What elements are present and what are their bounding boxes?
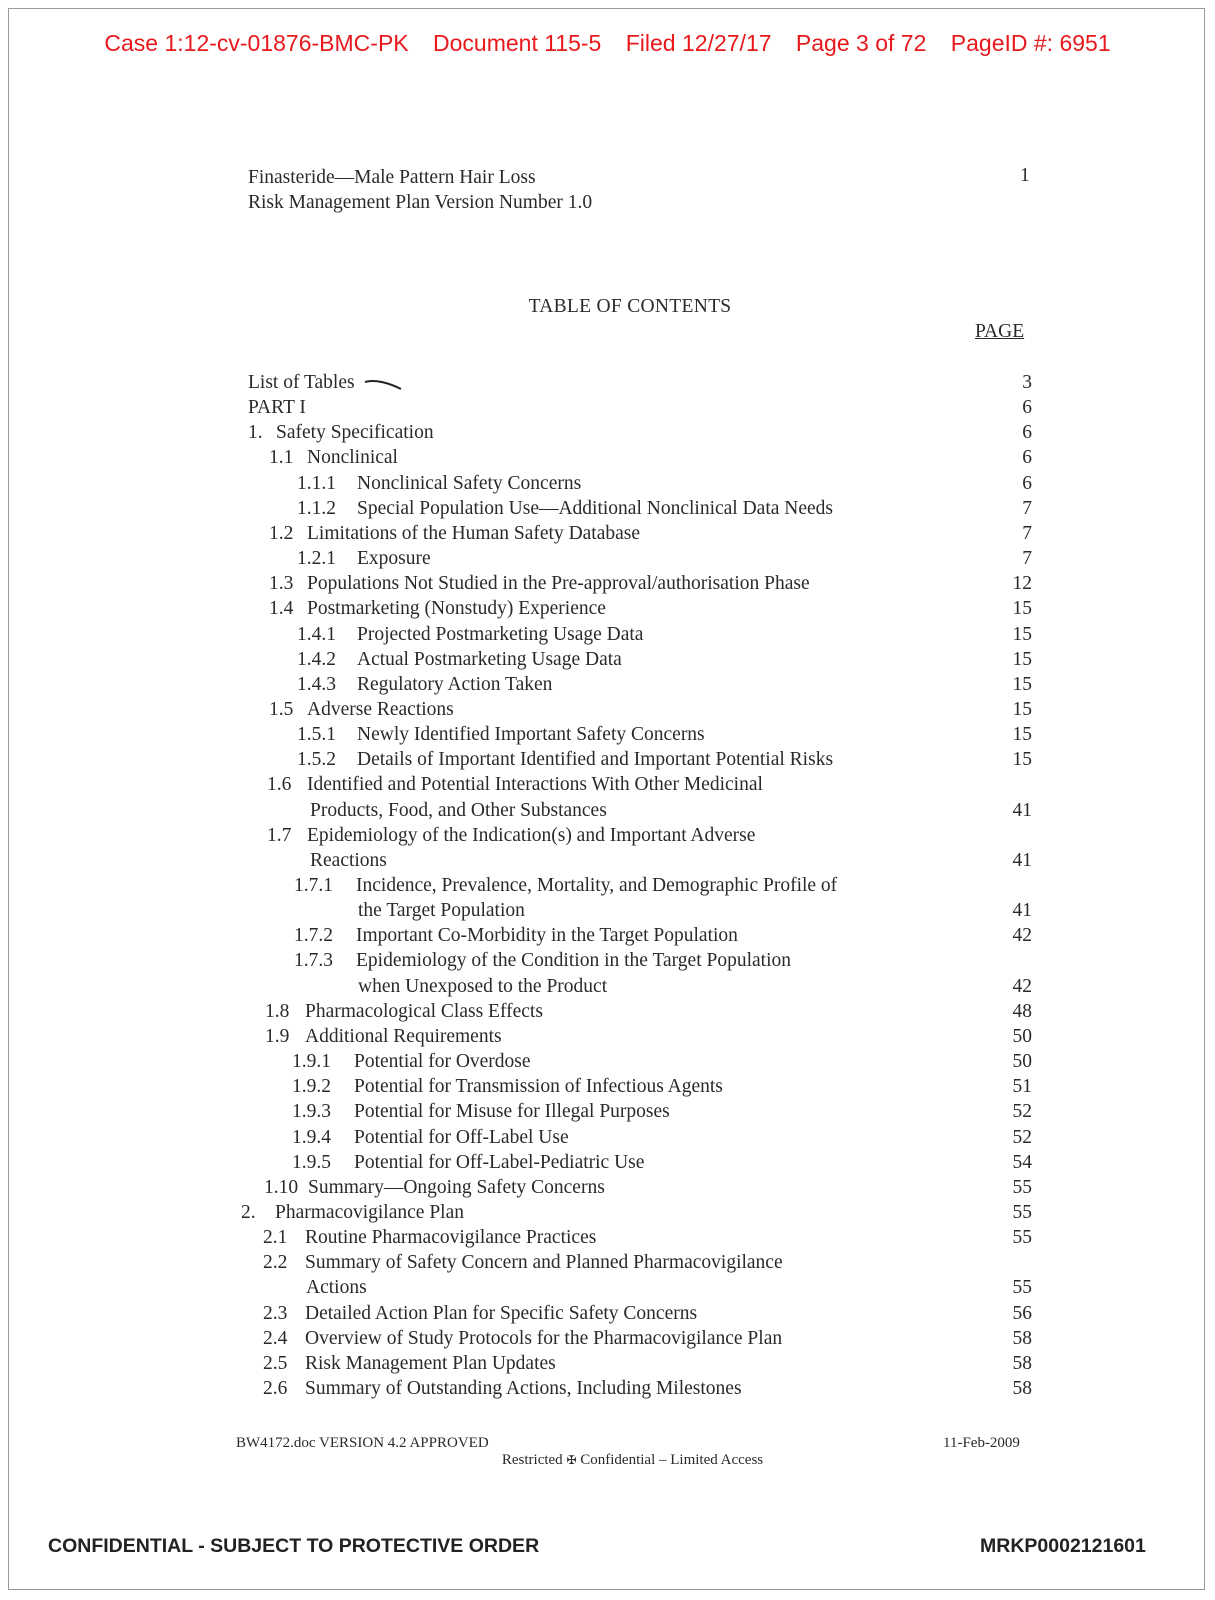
toc-entry: [310, 800, 607, 822]
toc-entry: [267, 774, 763, 796]
toc-entry: [297, 548, 431, 570]
toc-entry-page: 15: [1012, 749, 1032, 771]
page-id: PageID #: 6951: [950, 30, 1111, 56]
toc-entry: [265, 1026, 502, 1048]
toc-entry-page: 54: [1012, 1151, 1032, 1173]
toc-entry-page: 6: [1022, 472, 1032, 494]
toc-entry: [248, 422, 434, 444]
toc-entry-page: 41: [1012, 799, 1032, 821]
toc-entry-title: Risk Management Plan Updates: [305, 1352, 556, 1374]
toc-entry-page: 51: [1012, 1076, 1032, 1098]
toc-entry: [269, 447, 398, 469]
toc-entry-title: Routine Pharmacovigilance Practices: [305, 1227, 597, 1249]
toc-entry-number: 1.4.2: [297, 648, 336, 670]
toc-entry: [297, 473, 581, 495]
toc-entry-page: 15: [1012, 648, 1032, 670]
toc-entry-number: 1.9: [265, 1025, 290, 1047]
toc-entry-page: 7: [1022, 522, 1032, 544]
toc-entry-number: 1.4.1: [297, 623, 336, 645]
toc-entry: [297, 498, 833, 520]
toc-entry-number: 1.2: [269, 522, 294, 544]
toc-entry-page: 50: [1012, 1025, 1032, 1047]
toc-heading: TABLE OF CONTENTS: [528, 296, 732, 317]
toc-entry: [265, 1001, 543, 1023]
toc-entry-title: Safety Specification: [276, 422, 434, 444]
toc-entry-page: 15: [1012, 724, 1032, 746]
toc-entry-number: 2.: [241, 1201, 256, 1223]
toc-entry: [297, 649, 622, 671]
toc-entry-number: 1.1.1: [297, 472, 336, 494]
toc-entry: [263, 1378, 742, 1400]
toc-entry-title: Postmarketing (Nonstudy) Experience: [307, 598, 606, 620]
toc-entry-page: 3: [1022, 372, 1032, 393]
toc-entry: [294, 875, 837, 897]
toc-entry: [297, 749, 833, 771]
toc-entry-title: Summary of Outstanding Actions, Including Milestones: [305, 1378, 742, 1399]
toc-entry-number: 2.1: [263, 1227, 288, 1249]
page-number: 1: [1020, 165, 1030, 186]
toc-entry: [264, 1177, 605, 1199]
toc-entry-title: Adverse Reactions: [307, 698, 454, 720]
toc-entry-number: 1.9.4: [292, 1126, 331, 1148]
toc-entry-page: 50: [1012, 1051, 1032, 1073]
toc-entry-title: Incidence, Prevalence, Mortality, and Demographic Profile of: [356, 875, 838, 896]
toc-entry-title: Regulatory Action Taken: [357, 673, 553, 695]
toc-entry-page: 42: [1012, 925, 1032, 947]
toc-entry-number: 1.9.5: [292, 1151, 331, 1173]
toc-entry-page: 15: [1012, 623, 1032, 645]
toc-entry-number: 2.3: [263, 1302, 288, 1324]
footer-restricted: [0, 1452, 1215, 1469]
toc-entry-number: 1.7.1: [294, 875, 333, 896]
toc-entry-page: 6: [1022, 397, 1032, 419]
footer-date: 11-Feb-2009: [943, 1435, 1020, 1451]
toc-entry: [263, 1227, 596, 1249]
toc-entry: [269, 699, 454, 721]
toc-entry-number: 1.2.1: [297, 548, 336, 570]
toc-entry-number: 2.4: [263, 1327, 288, 1349]
toc-entry: [297, 624, 643, 646]
bates-number: MRKP0002121601: [980, 1535, 1146, 1557]
toc-entry-number: 1.: [248, 422, 263, 444]
page-column-label: PAGE: [975, 321, 1025, 342]
protective-order-stamp: CONFIDENTIAL - SUBJECT TO PROTECTIVE ORDER: [48, 1535, 540, 1557]
toc-entry-number: 1.5.2: [297, 749, 336, 771]
toc-entry-number: 2.5: [263, 1352, 288, 1374]
toc-entry-number: 1.4.3: [297, 673, 336, 695]
toc-entry-title: Projected Postmarketing Usage Data: [357, 623, 644, 645]
toc-entry-number: 1.5: [269, 698, 294, 720]
toc-entry-number: 1.9.2: [292, 1076, 331, 1098]
toc-entry: [292, 1101, 670, 1123]
restricted-label: Restricted: [501, 1452, 563, 1468]
toc-entry-number: 1.7.3: [294, 950, 333, 972]
toc-entry: [269, 523, 640, 545]
toc-entry-title: List of Tables: [248, 372, 355, 393]
toc-entry-page: 55: [1012, 1277, 1032, 1299]
toc-entry-number: 1.9.1: [292, 1051, 331, 1073]
toc-entry-number: 1.4: [269, 598, 294, 620]
toc-entry-title: Epidemiology of the Condition in the Target Population: [356, 950, 791, 972]
toc-entry-page: 7: [1022, 497, 1032, 519]
toc-entry-title: the Target Population: [358, 900, 525, 922]
toc-entry: [263, 1252, 783, 1274]
toc-entry-title: Details of Important Identified and Important Potential Risks: [357, 749, 834, 771]
toc-entry: [248, 372, 403, 394]
toc-entry-title: Summary of Safety Concern and Planned Pharmacovigilance: [305, 1252, 783, 1274]
toc-entry-title: Overview of Study Protocols for the Pharmacovigilance Plan: [305, 1327, 783, 1349]
toc-entry: [297, 674, 552, 696]
toc-entry-page: 58: [1012, 1327, 1032, 1349]
toc-entry-page: 56: [1012, 1302, 1032, 1324]
toc-entry: [358, 900, 525, 922]
toc-entry-number: 1.7: [267, 824, 292, 846]
toc-entry-title: Potential for Off-Label-Pediatric Use: [354, 1151, 645, 1173]
filed-date: Filed 12/27/17: [625, 30, 772, 56]
toc-entry: [269, 573, 810, 595]
toc-entry-title: Populations Not Studied in the Pre-approval/authorisation Phase: [307, 573, 810, 595]
toc-entry-page: 15: [1012, 673, 1032, 695]
toc-entry: [310, 850, 387, 872]
toc-entry: [306, 1277, 367, 1299]
toc-entry-title: Products, Food, and Other Substances: [310, 799, 607, 821]
toc-entry-page: 55: [1012, 1227, 1032, 1249]
toc-entry-title: Potential for Off-Label Use: [354, 1126, 569, 1148]
confidential-label: Confidential – Limited Access: [580, 1452, 764, 1468]
toc-entry-number: 1.3: [269, 573, 294, 595]
toc-entry-page: 6: [1022, 422, 1032, 444]
case-number: Case 1:12-cv-01876-BMC-PK: [104, 30, 409, 56]
toc-entry-title: Potential for Overdose: [354, 1051, 531, 1073]
toc-entry-title: Important Co-Morbidity in the Target Population: [356, 925, 738, 947]
toc-entry-page: 7: [1022, 548, 1032, 570]
document-number: Document 115-5: [433, 30, 602, 56]
toc-entry: [292, 1076, 723, 1098]
toc-entry-title: Identified and Potential Interactions With Other Medicinal: [307, 774, 763, 796]
toc-entry-title: when Unexposed to the Product: [358, 975, 608, 997]
toc-entry-number: 1.10: [264, 1176, 299, 1198]
toc-entry-title: Additional Requirements: [305, 1025, 502, 1047]
toc-entry: [263, 1328, 782, 1350]
toc-entry-title: Nonclinical Safety Concerns: [357, 472, 582, 494]
toc-entry-title: Summary—Ongoing Safety Concerns: [308, 1176, 605, 1198]
handwritten-dash-mark: [363, 377, 403, 391]
footer-doc-id: BW4172.doc VERSION 4.2 APPROVED: [236, 1435, 489, 1451]
toc-entry-title: PART I: [248, 397, 306, 419]
toc-entry-number: 1.8: [265, 1000, 290, 1022]
toc-entry-page: 52: [1012, 1101, 1032, 1123]
toc-entry-page: 42: [1012, 975, 1032, 997]
toc-entry-title: Actions: [306, 1277, 367, 1299]
toc-entry-title: Reactions: [310, 849, 387, 871]
toc-entry: [248, 397, 306, 419]
toc-entry-number: 1.1: [269, 447, 294, 469]
toc-entry-title: Exposure: [357, 548, 431, 570]
toc-entry-page: 48: [1012, 1000, 1032, 1022]
toc-entry-page: 58: [1012, 1352, 1032, 1374]
toc-entry-page: 41: [1012, 900, 1032, 922]
toc-entry-title: Newly Identified Important Safety Concerns: [357, 724, 705, 746]
toc-entry-number: 2.6: [263, 1378, 288, 1399]
toc-entry-title: Special Population Use—Additional Nonclinical Data Needs: [357, 497, 834, 519]
toc-entry-number: 1.1.2: [297, 497, 336, 519]
toc-entry: [294, 950, 791, 972]
toc-entry-page: 6: [1022, 447, 1032, 469]
toc-entry-page: 12: [1012, 573, 1032, 595]
toc-entry: [241, 1202, 464, 1224]
title-line-1: Finasteride—Male Pattern Hair Loss: [248, 167, 536, 188]
toc-entry-page: 15: [1012, 598, 1032, 620]
toc-entry-number: 1.9.3: [292, 1101, 331, 1123]
toc-entry-number: 1.7.2: [294, 925, 333, 947]
toc-entry-page: 58: [1012, 1378, 1032, 1399]
toc-entry: [292, 1051, 531, 1073]
toc-entry-title: Nonclinical: [307, 447, 398, 469]
toc-entry: [263, 1303, 697, 1325]
cross-glyph-icon: ✠: [566, 1453, 577, 1467]
toc-entry-title: Potential for Misuse for Illegal Purposes: [354, 1101, 670, 1123]
toc-entry: [267, 825, 755, 847]
toc-entry-title: Potential for Transmission of Infectious Agents: [354, 1076, 723, 1098]
toc-entry-page: 52: [1012, 1126, 1032, 1148]
toc-entry-title: Limitations of the Human Safety Database: [307, 522, 641, 544]
toc-entry: [269, 598, 606, 620]
toc-entry-title: Epidemiology of the Indication(s) and Important Adverse: [307, 824, 756, 846]
toc-entry: [263, 1353, 556, 1375]
toc-entry-title: Detailed Action Plan for Specific Safety Concerns: [305, 1302, 698, 1324]
toc-entry-title: Actual Postmarketing Usage Data: [357, 648, 622, 670]
toc-entry-page: 15: [1012, 698, 1032, 720]
toc-entry-page: 55: [1012, 1176, 1032, 1198]
toc-entry: [294, 925, 738, 947]
toc-entry-title: Pharmacological Class Effects: [305, 1000, 543, 1022]
title-line-2: Risk Management Plan Version Number 1.0: [248, 192, 593, 213]
toc-entry: [292, 1127, 569, 1149]
toc-entry-page: 55: [1012, 1201, 1032, 1223]
toc-entry: [292, 1152, 644, 1174]
toc-entry-number: 2.2: [263, 1252, 288, 1274]
toc-entry: [297, 724, 705, 746]
page-count: Page 3 of 72: [795, 30, 927, 56]
toc-entry-page: 41: [1012, 849, 1032, 871]
toc-entry-number: 1.5.1: [297, 724, 336, 746]
toc-entry-title: Pharmacovigilance Plan: [275, 1201, 464, 1223]
toc-entry: [358, 976, 607, 998]
toc-entry-number: 1.6: [267, 774, 292, 796]
